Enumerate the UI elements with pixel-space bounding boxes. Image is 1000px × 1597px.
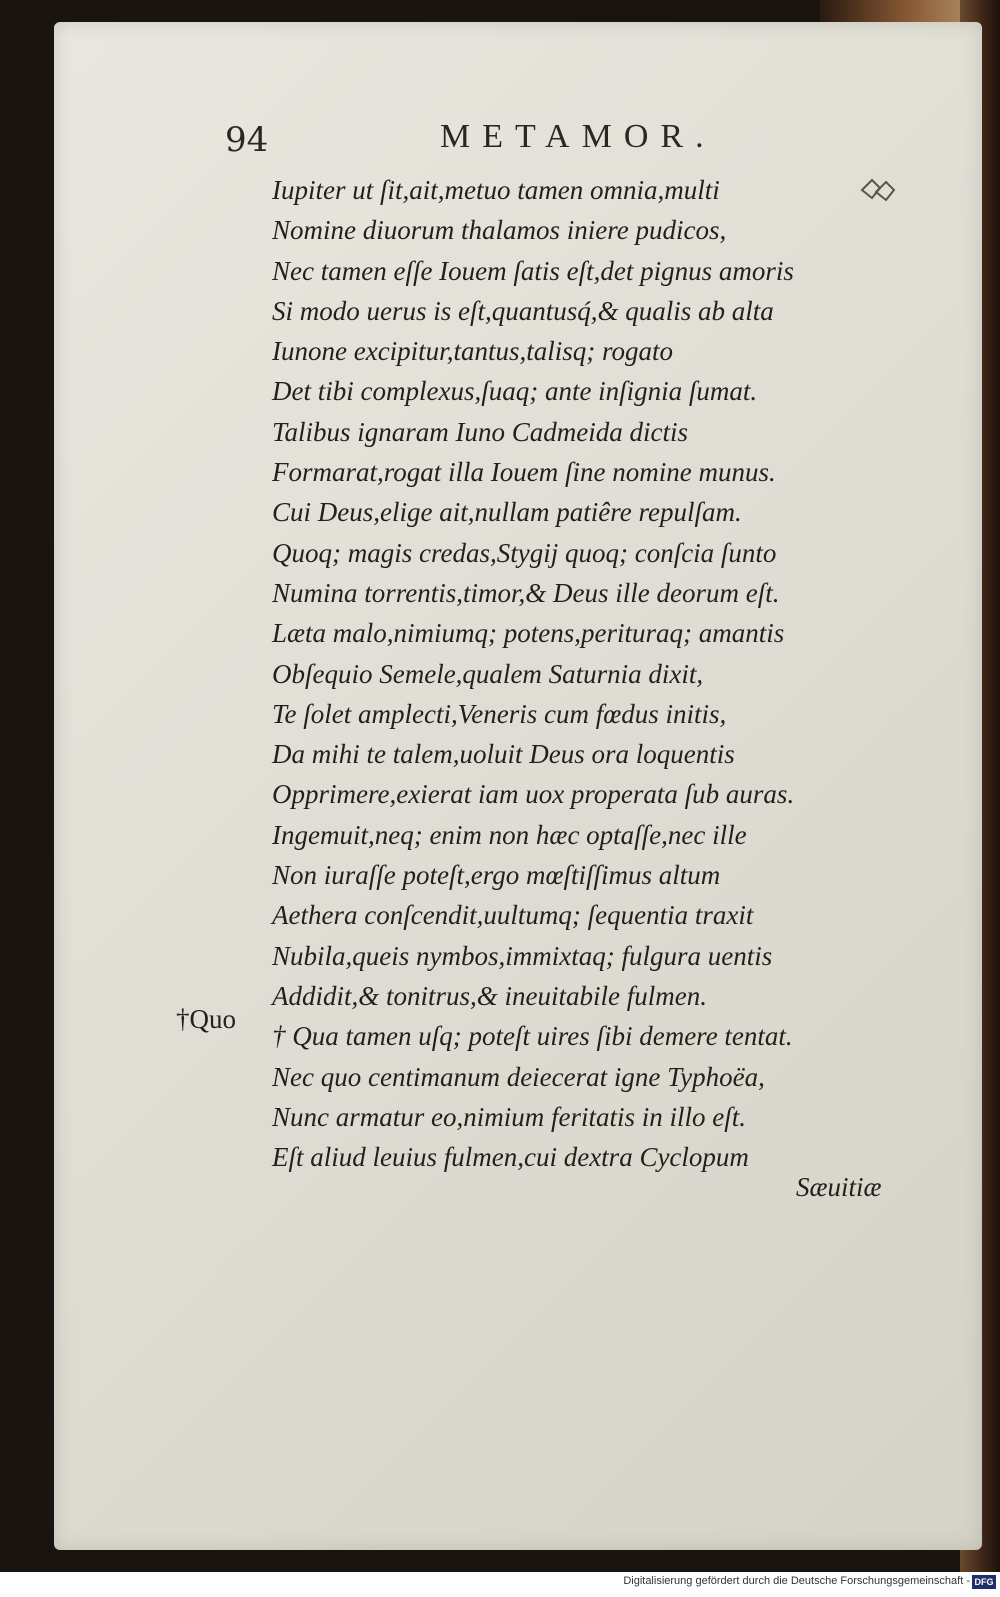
verse-line: Iupiter ut ſit,ait,metuo tamen omnia,multi	[272, 175, 720, 205]
verse-line: Quoq; magis credas,Stygij quoq; conſcia ſunto	[272, 537, 777, 568]
verse-line: Non iuraſſe poteſt,ergo mœſtiſſimus altum	[272, 860, 721, 891]
verse-line: Læta malo,nimiumq; potens,perituraq; amantis	[272, 618, 785, 649]
verse-text	[272, 170, 794, 1177]
verse-line: Formarat,rogat illa Iouem ſine nomine munus.	[272, 457, 776, 488]
verse-line: Obſequio Semele,qualem Saturnia dixit,	[272, 658, 704, 689]
verse-line: Nunc armatur eo,nimium feritatis in illo eſt.	[272, 1101, 746, 1132]
running-head: METAMOR.	[440, 118, 716, 155]
verse-line: Cui Deus,elige ait,nullam patiêre repulſam.	[272, 497, 742, 528]
verse-line: Det tibi complexus,ſuaq; ante inſignia ſumat.	[272, 376, 758, 407]
verse-line: Iunone excipitur,tantus,talisq; rogato	[272, 336, 673, 367]
verse-line: Si modo uerus is eſt,quantusq́,& qualis ab alta	[272, 295, 774, 326]
catchword: Sæuitiæ	[796, 1172, 882, 1202]
verse-line: Talibus ignaram Iuno Cadmeida dictis	[272, 416, 689, 447]
verse-line: † Qua tamen uſq; poteſt uires ſibi demere tentat.	[272, 1021, 793, 1052]
verse-line: Nec tamen eſſe Iouem ſatis eſt,det pignus amoris	[272, 255, 794, 286]
verse-line: Da mihi te talem,uoluit Deus ora loquentis	[272, 739, 735, 770]
verse-line: Numina torrentis,timor,& Deus ille deorum eſt.	[272, 577, 780, 608]
verse-line: Eſt aliud leuius fulmen,cui dextra Cyclopum	[272, 1142, 749, 1173]
page-number: 94	[225, 120, 269, 160]
verse-line: Nomine diuorum thalamos iniere pudicos,	[272, 215, 727, 246]
verse-line: Te ſolet amplecti,Veneris cum fœdus initis,	[272, 698, 727, 729]
margin-note: †Quo	[176, 1004, 236, 1034]
dfg-logo: DFG	[972, 1575, 996, 1589]
footer-bar	[0, 1572, 1000, 1597]
verse-line: Aethera conſcendit,uultumq; ſequentia traxit	[272, 900, 754, 931]
ornament-icon	[858, 174, 898, 204]
verse-line: Ingemuit,neq; enim non hæc optaſſe,nec ille	[272, 819, 747, 850]
verse-line: Nubila,queis nymbos,immixtaq; fulgura uentis	[272, 940, 773, 971]
verse-line: Addidit,& tonitrus,& ineuitabile fulmen.	[272, 980, 707, 1011]
verse-line: Opprimere,exierat iam uox properata ſub auras.	[272, 779, 795, 810]
footer-credit: Digitalisierung gefördert durch die Deutsche Forschungsgemeinschaft -	[623, 1575, 970, 1587]
verse-line: Nec quo centimanum deiecerat igne Typhoëa,	[272, 1061, 765, 1092]
